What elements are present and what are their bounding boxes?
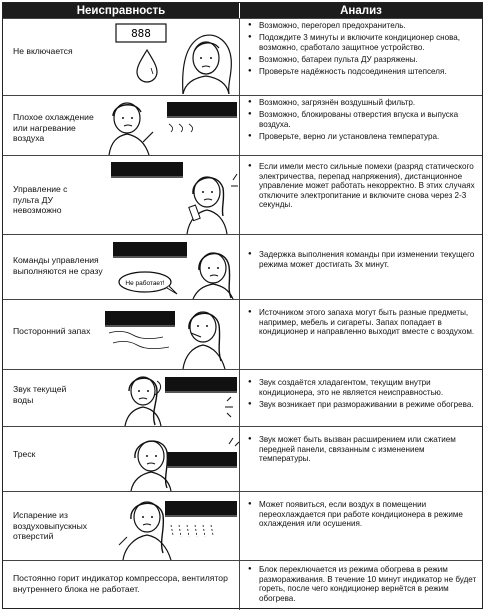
problem-text: Постоянно горит индикатор компрессора, вентилятор внутреннего блока не работает. bbox=[13, 573, 228, 594]
table-row bbox=[3, 95, 482, 155]
person-crackle-illustration bbox=[125, 430, 239, 491]
analysis-item: ● Может появиться, если воздух в помещении переохлаждается при работе кондиционера в режиме охлаждения или осушения. bbox=[248, 500, 478, 529]
person-smell-illustration bbox=[103, 303, 239, 369]
problem-text: Посторонний запах bbox=[13, 326, 91, 336]
table-row bbox=[3, 560, 482, 610]
table-row bbox=[3, 369, 482, 426]
person-remote-illustration bbox=[107, 160, 239, 234]
analysis-item: ● Источником этого запаха могут быть разные предметы, например, мебель и сигареты. Запах попадает в кондиционер и направленно выходит вместе с воздухом. bbox=[248, 308, 478, 337]
analysis-item: ● Задержка выполнения команды при изменении текущего режима может достигать 3х минут. bbox=[248, 250, 478, 269]
analysis-item: ● Звук создаётся хладагентом, текущим внутри кондиционера, это не является неисправностью. bbox=[248, 378, 478, 397]
analysis-item: ● Звук возникает при размораживании в режиме обогрева. bbox=[248, 400, 478, 410]
analysis-item: ● Возможно, батареи пульта ДУ разряжены. bbox=[248, 55, 478, 65]
table-row bbox=[3, 234, 482, 299]
person-vapor-illustration bbox=[113, 495, 239, 560]
display-digits: 888 bbox=[131, 27, 151, 40]
header-problem: Неисправность bbox=[3, 3, 240, 18]
analysis-item: ● Блок переключается из режима обогрева в режим размораживания. В течение 10 минут индикатор не будет гореть, после чего кондиционер вернётся в режим обогрева. bbox=[248, 565, 478, 603]
problem-text: Плохое охлаждение или нагревание воздуха bbox=[13, 112, 94, 143]
analysis-item: ● Звук может быть вызван расширением или сжатием передней панели, связанным с изменением температуры. bbox=[248, 435, 478, 464]
problem-text: Испарение из воздуховыпускных отверстий bbox=[13, 510, 88, 541]
table-row bbox=[3, 18, 482, 95]
problem-text: Звук текущей воды bbox=[13, 384, 67, 405]
analysis-item: ● Возможно, блокированы отверстия впуска и выпуска воздуха. bbox=[248, 110, 478, 129]
analysis-item: ● Возможно, перегорел предохранитель. bbox=[248, 21, 478, 31]
analysis-item: ● Подождите 3 минуты и включите кондиционер снова, возможно, сработало защитное устройство. bbox=[248, 33, 478, 52]
header-analysis: Анализ bbox=[240, 3, 482, 18]
analysis-item: ● Проверьте надёжность подсоединения штепселя. bbox=[248, 67, 478, 77]
analysis-item: ● Возможно, загрязнён воздушный фильтр. bbox=[248, 98, 478, 108]
table-row bbox=[3, 155, 482, 234]
person-temperature-illustration bbox=[105, 98, 239, 155]
problem-text: Не включается bbox=[13, 46, 73, 56]
table-row bbox=[3, 299, 482, 369]
problem-text: Команды управления выполняются не сразу bbox=[13, 255, 103, 276]
person-no-power-illustration bbox=[113, 22, 238, 94]
troubleshooting-table bbox=[2, 2, 483, 609]
problem-text: Управление с пульта ДУ невозможно bbox=[13, 184, 68, 215]
analysis-item: ● Проверьте, верно ли установлена температура. bbox=[248, 132, 478, 142]
table-row bbox=[3, 491, 482, 560]
person-water-sound-illustration bbox=[121, 373, 239, 426]
analysis-item: ● Если имели место сильные помехи (разряд статического электричества, перепад напряжения), дистанционное управление может работать некорректно. В этих случаях отключите электропитание и включите снова через 2-3 секунды. bbox=[248, 162, 478, 210]
problem-text: Треск bbox=[13, 449, 36, 459]
person-delay-illustration bbox=[107, 238, 239, 299]
balloon-text: Не работает! bbox=[125, 280, 165, 287]
table-row bbox=[3, 426, 482, 491]
